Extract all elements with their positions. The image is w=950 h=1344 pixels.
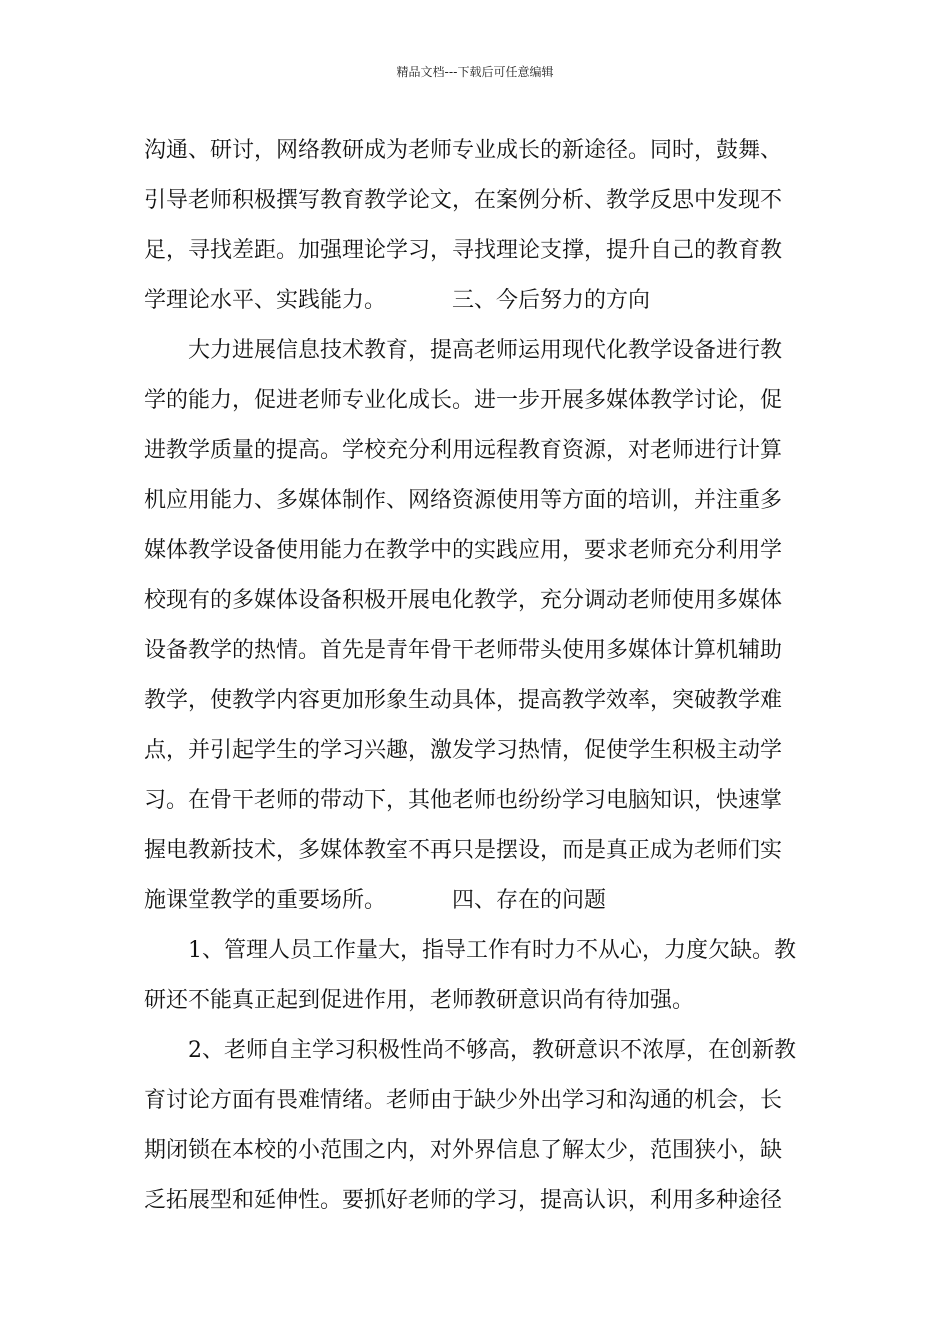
line-text: 点，并引起学生的学习兴趣，激发学习热情，促使学生积极主动学 [144, 738, 783, 763]
line-text: 足，寻找差距。加强理论学习，寻找理论支撑，提升自己的教育教 [144, 238, 783, 263]
line-text: 教学，使教学内容更加形象生动具体，提高教学效率，突破教学难 [144, 688, 783, 713]
text-line [144, 1126, 806, 1176]
text-line [144, 226, 806, 276]
text-line [144, 426, 806, 476]
line-text: 学的能力，促进老师专业化成长。进一步开展多媒体教学讨论，促 [144, 388, 783, 413]
text-line [144, 176, 806, 226]
line-text: 研还不能真正起到促进作用，老师教研意识尚有待加强。 [144, 988, 695, 1013]
document-body [144, 126, 806, 1226]
text-line [144, 526, 806, 576]
line-text: 2、老师自主学习积极性尚不够高，教研意识不浓厚，在创新教 [144, 1038, 796, 1063]
text-line [144, 1076, 806, 1126]
line-text: 学理论水平、实践能力。 [144, 288, 387, 313]
text-line [144, 876, 806, 926]
text-line [144, 926, 806, 976]
line-text: 机应用能力、多媒体制作、网络资源使用等方面的培训，并注重多 [144, 488, 783, 513]
text-line [144, 676, 806, 726]
text-line [144, 776, 806, 826]
text-line [144, 626, 806, 676]
text-line [144, 476, 806, 526]
text-line [144, 376, 806, 426]
text-line [144, 276, 806, 326]
text-line [144, 126, 806, 176]
section-heading: 四、存在的问题 [452, 888, 607, 913]
line-text: 媒体教学设备使用能力在教学中的实践应用，要求老师充分利用学 [144, 538, 783, 563]
text-line [144, 1026, 806, 1076]
line-text: 1、管理人员工作量大，指导工作有时力不从心，力度欠缺。教 [144, 938, 796, 963]
text-line [144, 726, 806, 776]
text-line [144, 326, 806, 376]
text-line [144, 976, 806, 1026]
line-text: 进教学质量的提高。学校充分利用远程教育资源，对老师进行计算 [144, 438, 783, 463]
line-text: 育讨论方面有畏难情绪。老师由于缺少外出学习和沟通的机会，长 [144, 1088, 783, 1113]
line-text: 大力进展信息技术教育，提高老师运用现代化教学设备进行教 [144, 338, 783, 363]
line-text: 握电教新技术，多媒体教室不再只是摆设，而是真正成为老师们实 [144, 838, 783, 863]
section-heading: 三、今后努力的方向 [452, 288, 651, 313]
line-text: 校现有的多媒体设备积极开展电化教学，充分调动老师使用多媒体 [144, 588, 783, 613]
text-line [144, 1176, 806, 1226]
line-text: 习。在骨干老师的带动下，其他老师也纷纷学习电脑知识，快速掌 [144, 788, 783, 813]
line-text: 设备教学的热情。首先是青年骨干老师带头使用多媒体计算机辅助 [144, 638, 783, 663]
page-header: 精品文档---下载后可任意编辑 [396, 65, 554, 79]
line-text: 施课堂教学的重要场所。 [144, 888, 387, 913]
line-text: 引导老师积极撰写教育教学论文，在案例分析、教学反思中发现不 [144, 188, 783, 213]
line-text: 沟通、研讨，网络教研成为老师专业成长的新途径。同时，鼓舞、 [144, 138, 783, 163]
line-text: 期闭锁在本校的小范围之内，对外界信息了解太少，范围狭小，缺 [144, 1138, 783, 1163]
line-text: 乏拓展型和延伸性。要抓好老师的学习，提高认识，利用多种途径 [144, 1188, 783, 1213]
text-line [144, 826, 806, 876]
text-line [144, 576, 806, 626]
